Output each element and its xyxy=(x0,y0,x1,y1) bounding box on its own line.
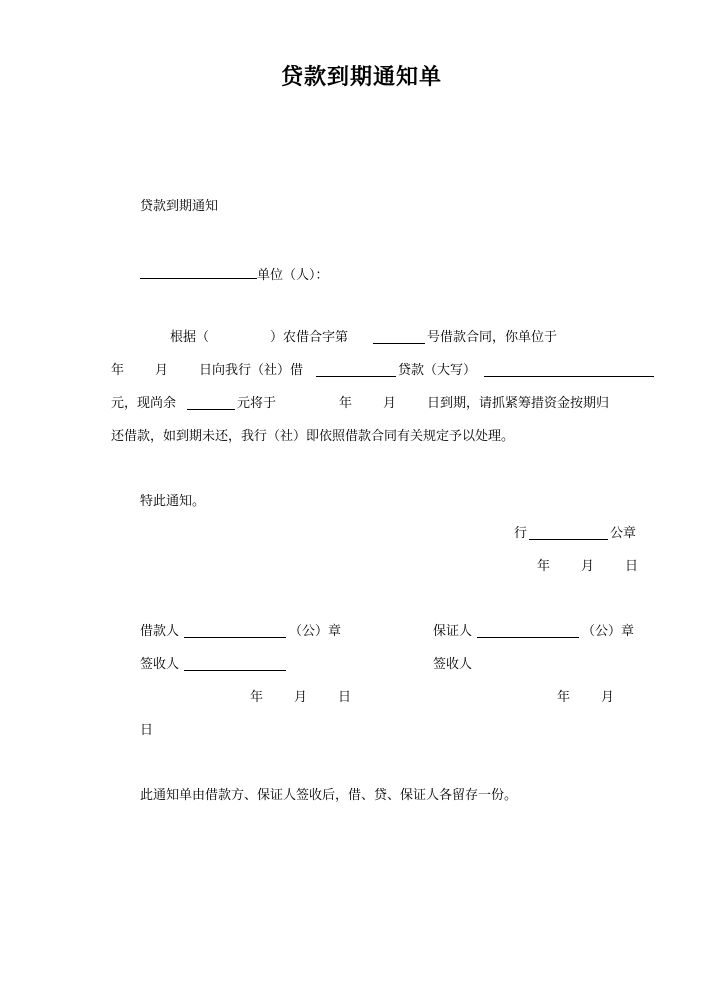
borrower-date-month: 月 xyxy=(294,690,308,705)
salutation-suffix: 单位（人）： xyxy=(257,268,329,283)
loan-type-blank[interactable] xyxy=(316,363,396,377)
guarantor-date-year: 年 xyxy=(557,690,571,705)
borrower-seal: （公）章 xyxy=(289,624,342,639)
body-l3-year: 年 xyxy=(339,396,353,411)
contract-number-blank[interactable] xyxy=(373,330,425,344)
bank-seal-label: 公章 xyxy=(610,526,637,541)
guarantor-blank[interactable] xyxy=(477,624,579,638)
borrower-date-day: 日 xyxy=(338,690,352,705)
amount-uppercase-blank[interactable] xyxy=(484,363,654,377)
guarantor-label: 保证人 xyxy=(433,624,473,639)
footer-note: 此通知单由借款方、保证人签收后，借、贷、保证人各留存一份。 xyxy=(140,788,518,803)
body-l1-b: ）农借合字第 xyxy=(270,330,349,345)
bank-date-month: 月 xyxy=(581,559,595,574)
salutation-line xyxy=(140,265,329,284)
body-l3-month: 月 xyxy=(383,396,397,411)
borrower-blank[interactable] xyxy=(184,624,286,638)
body-l3-b: 元将于 xyxy=(237,396,277,411)
body-l2-d: 贷款（大写） xyxy=(398,363,477,378)
guarantor-date-month: 月 xyxy=(601,690,615,705)
document-title: 贷款到期通知单 xyxy=(281,65,443,90)
guarantor-date-day: 日 xyxy=(140,723,154,738)
body-l1-a: 根据（ xyxy=(170,330,210,345)
borrower-signer-label: 签收人 xyxy=(140,657,180,672)
bank-label: 行 xyxy=(514,526,528,541)
guarantor-signer-label: 签收人 xyxy=(433,657,473,672)
recipient-blank[interactable] xyxy=(140,265,257,279)
guarantor-seal: （公）章 xyxy=(582,624,635,639)
borrower-label: 借款人 xyxy=(140,624,180,639)
notice-text: 特此通知。 xyxy=(140,494,206,509)
body-l1-c: 号借款合同，你单位于 xyxy=(427,330,558,345)
notice-heading: 贷款到期通知 xyxy=(140,199,219,214)
body-l4: 还借款，如到期未还，我行（社）即依照借款合同有关规定予以处理。 xyxy=(111,429,515,444)
body-l3-a: 元，现尚余 xyxy=(111,396,177,411)
body-l3-c: 日到期，请抓紧筹措资金按期归 xyxy=(427,396,610,411)
bank-name-blank[interactable] xyxy=(529,526,608,540)
borrower-signer-blank[interactable] xyxy=(184,657,286,671)
borrower-date-year: 年 xyxy=(250,690,264,705)
bank-date-year: 年 xyxy=(537,559,551,574)
remaining-amount-blank[interactable] xyxy=(187,396,235,410)
body-l2-c: 日向我行（社）借 xyxy=(199,363,304,378)
body-l2-month: 月 xyxy=(155,363,169,378)
bank-date-day: 日 xyxy=(625,559,639,574)
body-l2-year: 年 xyxy=(111,363,125,378)
